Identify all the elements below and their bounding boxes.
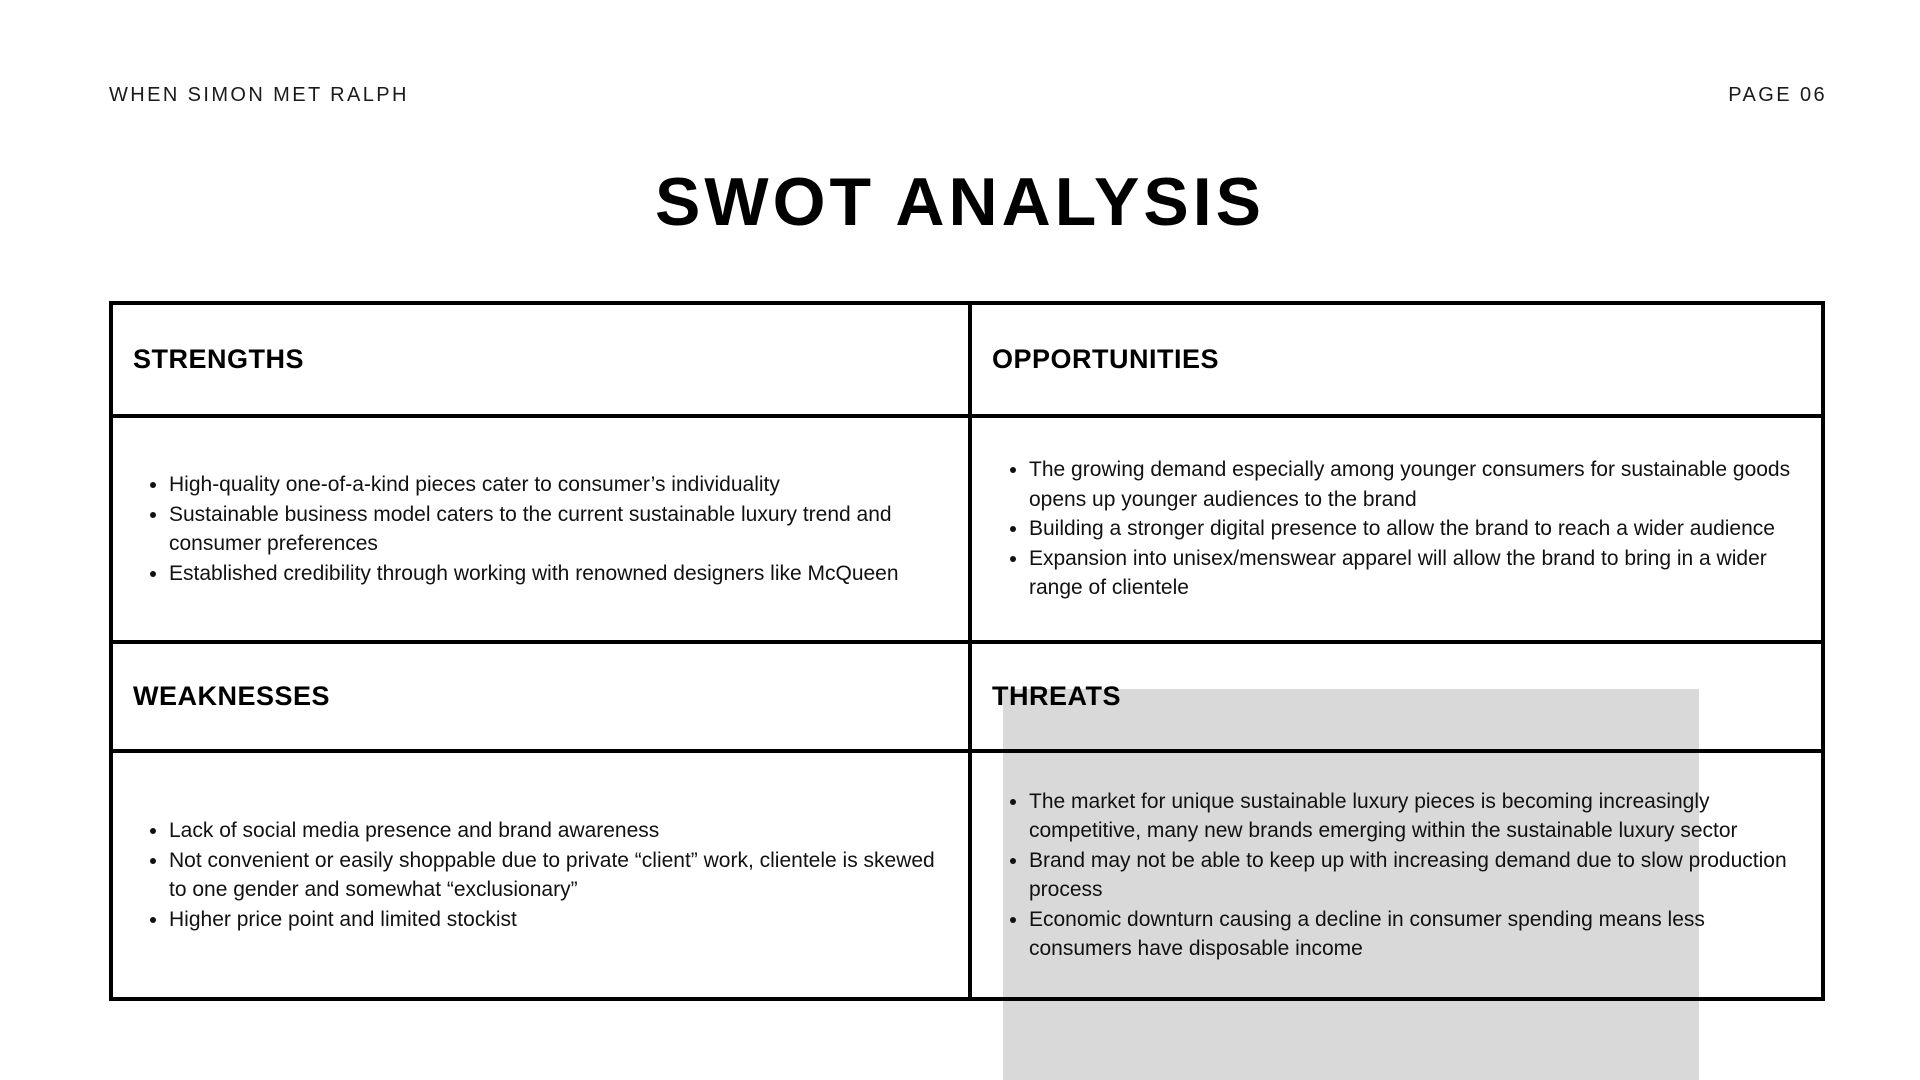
- weaknesses-list: [113, 816, 968, 934]
- list-item: • Established credibility through working with renowned designers like McQueen: [169, 559, 950, 589]
- threats-header-cell: [968, 640, 1821, 749]
- list-item: • Building a stronger digital presence to allow the brand to reach a wider audience: [1029, 514, 1803, 544]
- opportunities-body-cell: [968, 414, 1821, 640]
- weaknesses-body-cell: [113, 749, 968, 997]
- brand-name: WHEN SIMON MET RALPH: [109, 84, 409, 106]
- page-title: SWOT ANALYSIS: [655, 164, 1265, 240]
- list-item: • The market for unique sustainable luxury pieces is becoming increasingly competitive, many new brands emerging within the sustainable luxury sector: [1029, 787, 1803, 846]
- list-item: • Economic downturn causing a decline in consumer spending means less consumers have disposable income: [1029, 905, 1803, 964]
- opportunities-list: [972, 455, 1821, 603]
- page-number: PAGE 06: [1728, 84, 1827, 106]
- threats-list: [972, 787, 1821, 964]
- list-item: • Not convenient or easily shoppable due to private “client” work, clientele is skewed to one gender and somewhat “exclusionary”: [169, 846, 950, 905]
- list-item: • The growing demand especially among younger consumers for sustainable goods opens up younger audiences to the brand: [1029, 455, 1803, 514]
- list-item: • Brand may not be able to keep up with increasing demand due to slow production process: [1029, 846, 1803, 905]
- list-item: • Expansion into unisex/menswear apparel will allow the brand to bring in a wider range of clientele: [1029, 544, 1803, 603]
- list-item: • Lack of social media presence and brand awareness: [169, 816, 950, 846]
- weaknesses-heading: WEAKNESSES: [133, 681, 331, 711]
- swot-table: [109, 301, 1825, 1001]
- strengths-header-cell: [113, 305, 968, 414]
- opportunities-header-cell: [968, 305, 1821, 414]
- weaknesses-header-cell: [113, 640, 968, 749]
- opportunities-heading: OPPORTUNITIES: [992, 344, 1220, 374]
- list-item: • Higher price point and limited stockist: [169, 905, 950, 935]
- strengths-list: [113, 470, 968, 588]
- list-item: • High-quality one-of-a-kind pieces cater to consumer’s individuality: [169, 470, 950, 500]
- list-item: • Sustainable business model caters to the current sustainable luxury trend and consumer preferences: [169, 500, 950, 559]
- strengths-heading: STRENGTHS: [133, 344, 305, 374]
- threats-body-cell: [968, 749, 1821, 997]
- strengths-body-cell: [113, 414, 968, 640]
- threats-heading: THREATS: [992, 681, 1121, 711]
